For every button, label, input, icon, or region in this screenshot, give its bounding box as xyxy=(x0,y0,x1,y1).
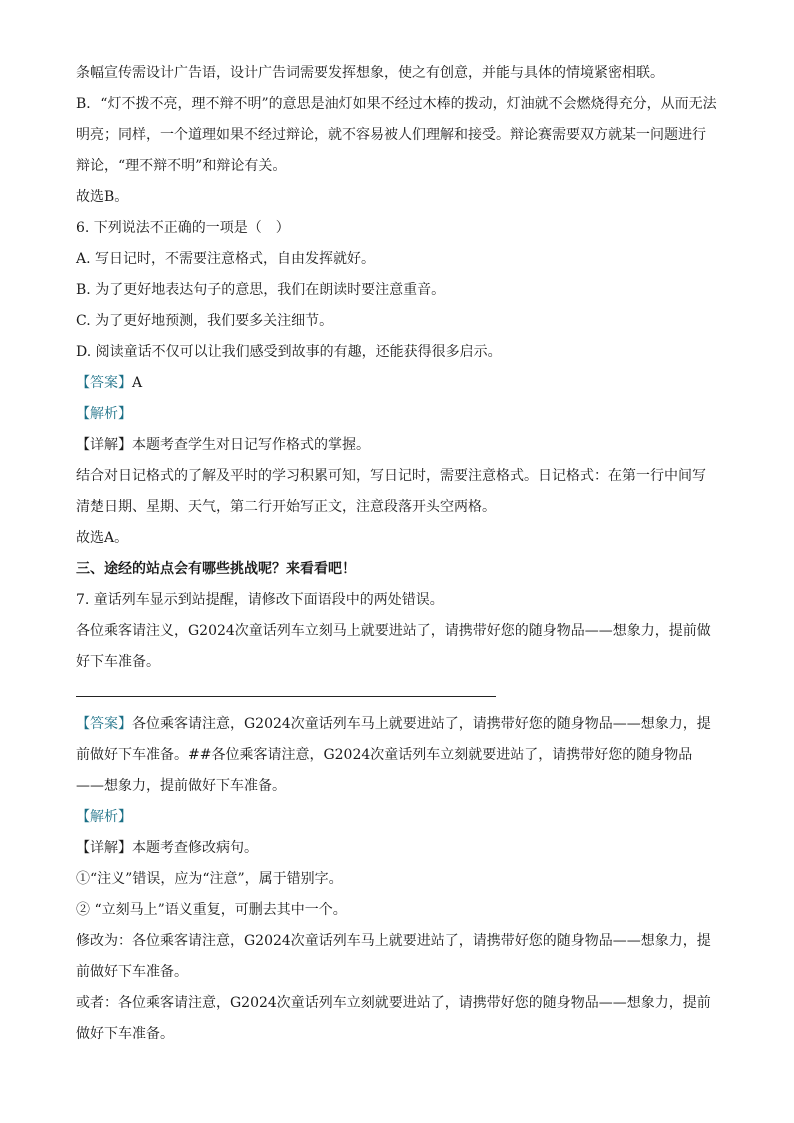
question-7: 7. 童话列车显示到站提醒，请修改下面语段中的两处错误。 xyxy=(76,592,444,608)
detail-6-body: 结合对日记格式的了解及平时的学习积累可知，写日记时，需要注意格式。日记格式：在第一行中间写清楚日期、星期、天气，第二行开始写正文，注意段落开头空两格。 xyxy=(76,468,706,515)
option-b-explanation: B．“灯不拨不亮，理不辩不明”的意思是油灯如果不经过木棒的拨动，灯油就不会燃烧得充分，从而无法明亮；同样，一个道理如果不经过辩论，就不容易被人们理解和接受。辩论赛需要双方就某一问题进行辩论，“理不辩不明”和辩论有关。 xyxy=(76,96,717,174)
answer-choice-line: 故选B。 xyxy=(76,189,129,205)
detail-6: 【详解】本题考查学生对日记写作格式的掌握。 xyxy=(76,437,370,453)
answer-value: 各位乘客请注意，G2024次童话列车马上就要进站了，请携带好您的随身物品——想象力，提前做好下车准备。##各位乘客请注意，G2024次童话列车立刻就要进站了，请携带好您的随身物品——想象力，提前做好下车准备。 xyxy=(76,716,711,794)
section-heading: 三、途经的站点会有哪些挑战呢？来看看吧！ xyxy=(76,561,356,577)
fix-2: 或者：各位乘客请注意，G2024次童话列车立刻就要进站了，请携带好您的随身物品——想象力，提前做好下车准备。 xyxy=(76,995,711,1042)
answer-tag: 【答案】 xyxy=(76,716,132,732)
detail-7: 【详解】本题考查修改病句。 xyxy=(76,840,258,856)
question-6: 6. 下列说法不正确的一项是（ ） xyxy=(76,220,290,236)
answer-choice-line: 故选A。 xyxy=(76,530,129,546)
analysis-tag: 【解析】 xyxy=(76,406,132,422)
answer-value: A xyxy=(132,375,143,391)
point-1: ①“注义”错误，应为“注意”，属于错别字。 xyxy=(76,871,343,887)
answer-tag: 【答案】 xyxy=(76,375,132,391)
answer-6 xyxy=(76,368,718,399)
document-body xyxy=(76,58,718,1050)
answer-blank-line xyxy=(76,696,496,697)
question-6-option-d: D. 阅读童话不仅可以让我们感受到故事的有趣，还能获得很多启示。 xyxy=(76,344,502,360)
question-6-option-b: B. 为了更好地表达句子的意思，我们在朗读时要注意重音。 xyxy=(76,282,446,298)
answer-7 xyxy=(76,709,718,802)
text-line: 条幅宣传需设计广告语，设计广告词需要发挥想象，使之有创意，并能与具体的情境紧密相联。 xyxy=(76,65,664,81)
question-6-option-a: A. 写日记时，不需要注意格式，自由发挥就好。 xyxy=(76,251,376,267)
question-7-text: 各位乘客请注义，G2024次童话列车立刻马上就要进站了，请携带好您的随身物品——想象力，提前做好下车准备。 xyxy=(76,623,711,670)
question-6-option-c: C. 为了更好地预测，我们要多关注细节。 xyxy=(76,313,334,329)
fix-1: 修改为：各位乘客请注意，G2024次童话列车马上就要进站了，请携带好您的随身物品——想象力，提前做好下车准备。 xyxy=(76,933,711,980)
point-2: ② “立刻马上”语义重复，可删去其中一个。 xyxy=(76,902,347,918)
analysis-tag: 【解析】 xyxy=(76,809,132,825)
